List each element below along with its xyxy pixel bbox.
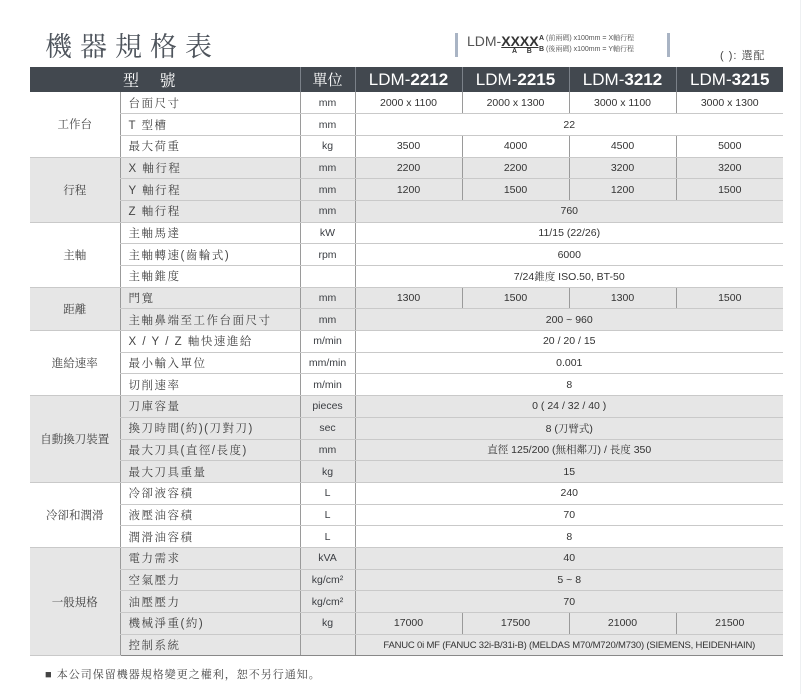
row-label: 最大刀具(直徑/長度) bbox=[120, 439, 300, 461]
row-unit: m/min bbox=[300, 374, 355, 396]
cell-value: 3000 x 1100 bbox=[569, 92, 676, 114]
table-row bbox=[30, 331, 783, 353]
group-label-general: 一般規格 bbox=[30, 547, 120, 655]
model-prefix: LDM- bbox=[690, 69, 732, 89]
cell-value-merged: 240 bbox=[355, 482, 783, 504]
header-model-2212 bbox=[355, 67, 462, 92]
cell-value-merged: 40 bbox=[355, 547, 783, 569]
table-header-row bbox=[30, 67, 783, 92]
row-unit: kg bbox=[300, 613, 355, 635]
row-label: 主軸馬達 bbox=[120, 222, 300, 244]
header-model-2215 bbox=[462, 67, 569, 92]
table-row bbox=[30, 374, 783, 396]
cell-value-merged: 20 / 20 / 15 bbox=[355, 331, 783, 353]
row-unit: mm bbox=[300, 309, 355, 331]
table-row bbox=[30, 309, 783, 331]
table-row bbox=[30, 396, 783, 418]
row-label: T 型槽 bbox=[120, 114, 300, 136]
legend-line-b bbox=[539, 44, 634, 55]
header-unit: 單位 bbox=[300, 67, 355, 92]
legend-text-b: (後兩碼) x100mm = Y軸行程 bbox=[546, 46, 634, 53]
row-unit: L bbox=[300, 526, 355, 548]
row-label: 控制系統 bbox=[120, 634, 300, 656]
cell-value-merged: 70 bbox=[355, 504, 783, 526]
row-unit: kg bbox=[300, 135, 355, 157]
row-unit: m/min bbox=[300, 331, 355, 353]
legend-line-a bbox=[539, 33, 634, 44]
row-label: 刀庫容量 bbox=[120, 396, 300, 418]
row-label: X / Y / Z 軸快速進給 bbox=[120, 331, 300, 353]
cell-value: 2200 bbox=[462, 157, 569, 179]
cell-value-merged: 5 ~ 8 bbox=[355, 569, 783, 591]
model-prefix: LDM- bbox=[475, 69, 518, 89]
cell-value-merged: 直徑 125/200 (無相鄰刀) / 長度 350 bbox=[355, 439, 783, 461]
cell-value: 1300 bbox=[355, 287, 462, 309]
row-unit: mm bbox=[300, 92, 355, 114]
cell-value: 1300 bbox=[569, 287, 676, 309]
cell-value-merged: 6000 bbox=[355, 244, 783, 266]
model-number: 2215 bbox=[517, 69, 556, 89]
table-row bbox=[30, 634, 783, 656]
cell-value-merged: 0 ( 24 / 32 / 40 ) bbox=[355, 396, 783, 418]
row-label: 電力需求 bbox=[120, 547, 300, 569]
cell-value-merged: 70 bbox=[355, 591, 783, 613]
page-title: 機器規格表 bbox=[45, 32, 220, 62]
header-group-cell bbox=[30, 67, 120, 92]
header-model-3215 bbox=[676, 67, 783, 92]
cell-value-merged: FANUC 0i MF (FANUC 32i-B/31i-B) (MELDAS M70/M720/M730) (SIEMENS, HEIDENHAIN) bbox=[355, 634, 783, 656]
model-number: 2212 bbox=[410, 69, 449, 89]
cell-value-merged: 22 bbox=[355, 114, 783, 136]
cell-value-merged: 7/24錐度 ISO.50, BT-50 bbox=[355, 266, 783, 288]
cell-value: 1500 bbox=[676, 179, 783, 201]
cell-value-merged: 15 bbox=[355, 461, 783, 483]
row-unit: mm bbox=[300, 179, 355, 201]
table-row bbox=[30, 179, 783, 201]
row-label: 潤滑油容積 bbox=[120, 526, 300, 548]
cell-value: 2000 x 1100 bbox=[355, 92, 462, 114]
row-label: 換刀時間(約)(刀對刀) bbox=[120, 417, 300, 439]
table-row bbox=[30, 547, 783, 569]
legend-divider-right bbox=[667, 33, 670, 57]
legend-model-code bbox=[467, 33, 539, 49]
legend-key-a: A bbox=[539, 35, 545, 42]
row-label: 油壓壓力 bbox=[120, 591, 300, 613]
table-row bbox=[30, 200, 783, 222]
table-row bbox=[30, 352, 783, 374]
table-row bbox=[30, 222, 783, 244]
table-row bbox=[30, 439, 783, 461]
cell-value: 1200 bbox=[355, 179, 462, 201]
row-unit: sec bbox=[300, 417, 355, 439]
model-number: 3212 bbox=[624, 69, 663, 89]
row-unit: mm bbox=[300, 157, 355, 179]
row-label: 冷卻液容積 bbox=[120, 482, 300, 504]
legend-divider-left bbox=[455, 33, 458, 57]
cell-value-merged: 8 bbox=[355, 374, 783, 396]
table-row bbox=[30, 92, 783, 114]
row-label: 機械淨重(約) bbox=[120, 613, 300, 635]
group-label-atc: 自動換刀裝置 bbox=[30, 396, 120, 483]
table-row bbox=[30, 244, 783, 266]
row-label: 最大刀具重量 bbox=[120, 461, 300, 483]
group-label-worktable: 工作台 bbox=[30, 92, 120, 157]
row-unit bbox=[300, 634, 355, 656]
group-label-travel: 行程 bbox=[30, 157, 120, 222]
model-code-legend bbox=[455, 30, 670, 60]
cell-value: 21000 bbox=[569, 613, 676, 635]
model-prefix: LDM- bbox=[368, 69, 411, 89]
row-label: Z 軸行程 bbox=[120, 200, 300, 222]
cell-value: 2000 x 1300 bbox=[462, 92, 569, 114]
table-row bbox=[30, 114, 783, 136]
legend-key-b: B bbox=[539, 46, 545, 53]
cell-value: 5000 bbox=[676, 135, 783, 157]
group-label-distance: 距離 bbox=[30, 287, 120, 330]
cell-value: 3500 bbox=[355, 135, 462, 157]
row-label: 空氣壓力 bbox=[120, 569, 300, 591]
cell-value: 3200 bbox=[676, 157, 783, 179]
header-model-3212 bbox=[569, 67, 676, 92]
row-unit: kg/cm² bbox=[300, 591, 355, 613]
cell-value-merged: 8 bbox=[355, 526, 783, 548]
legend-model-xxxx: XXXX bbox=[501, 33, 539, 49]
footnote: ■ 本公司保留機器規格變更之權利，恕不另行通知。 bbox=[45, 669, 321, 681]
cell-value-merged: 0.001 bbox=[355, 352, 783, 374]
row-label: 最大荷重 bbox=[120, 135, 300, 157]
spec-table bbox=[30, 67, 783, 656]
table-row bbox=[30, 266, 783, 288]
optional-note: ( ): 選配 bbox=[720, 50, 766, 62]
legend-explanation bbox=[539, 33, 634, 55]
cell-value-merged: 8 (刀臂式) bbox=[355, 417, 783, 439]
row-unit: mm bbox=[300, 439, 355, 461]
cell-value: 1500 bbox=[676, 287, 783, 309]
cell-value: 2200 bbox=[355, 157, 462, 179]
row-unit: mm bbox=[300, 287, 355, 309]
table-row bbox=[30, 504, 783, 526]
cell-value: 17500 bbox=[462, 613, 569, 635]
model-number: 3215 bbox=[731, 69, 770, 89]
header-model-label: 型 號 bbox=[120, 67, 300, 92]
row-unit: kW bbox=[300, 222, 355, 244]
row-label: 主軸鼻端至工作台面尺寸 bbox=[120, 309, 300, 331]
table-row bbox=[30, 591, 783, 613]
cell-value: 3000 x 1300 bbox=[676, 92, 783, 114]
row-unit: rpm bbox=[300, 244, 355, 266]
cell-value-merged: 200 ~ 960 bbox=[355, 309, 783, 331]
group-label-feed-rate: 進給速率 bbox=[30, 331, 120, 396]
row-label: 切削速率 bbox=[120, 374, 300, 396]
row-unit bbox=[300, 266, 355, 288]
row-unit: mm bbox=[300, 200, 355, 222]
row-unit: mm/min bbox=[300, 352, 355, 374]
cell-value: 1500 bbox=[462, 287, 569, 309]
table-row bbox=[30, 526, 783, 548]
row-label: 門寬 bbox=[120, 287, 300, 309]
legend-ab-labels: A B bbox=[512, 48, 532, 55]
cell-value: 4000 bbox=[462, 135, 569, 157]
row-label: Y 軸行程 bbox=[120, 179, 300, 201]
cell-value: 3200 bbox=[569, 157, 676, 179]
table-row bbox=[30, 613, 783, 635]
legend-model-prefix: LDM- bbox=[467, 33, 502, 49]
row-unit: L bbox=[300, 504, 355, 526]
table-row bbox=[30, 135, 783, 157]
group-label-cooling-lubrication: 冷卻和潤滑 bbox=[30, 482, 120, 547]
row-label: 最小輸入單位 bbox=[120, 352, 300, 374]
row-label: 主軸轉速(齒輪式) bbox=[120, 244, 300, 266]
row-unit: L bbox=[300, 482, 355, 504]
row-label: 主軸錐度 bbox=[120, 266, 300, 288]
table-row bbox=[30, 157, 783, 179]
table-row bbox=[30, 569, 783, 591]
group-label-spindle: 主軸 bbox=[30, 222, 120, 287]
row-unit: mm bbox=[300, 114, 355, 136]
cell-value-merged: 11/15 (22/26) bbox=[355, 222, 783, 244]
table-row bbox=[30, 417, 783, 439]
row-label: X 軸行程 bbox=[120, 157, 300, 179]
cell-value: 21500 bbox=[676, 613, 783, 635]
row-unit: pieces bbox=[300, 396, 355, 418]
cell-value-merged: 760 bbox=[355, 200, 783, 222]
row-label: 液壓油容積 bbox=[120, 504, 300, 526]
cell-value: 4500 bbox=[569, 135, 676, 157]
page-edge-divider bbox=[800, 0, 801, 694]
row-unit: kg/cm² bbox=[300, 569, 355, 591]
row-label: 台面尺寸 bbox=[120, 92, 300, 114]
row-unit: kVA bbox=[300, 547, 355, 569]
table-row bbox=[30, 482, 783, 504]
cell-value: 17000 bbox=[355, 613, 462, 635]
cell-value: 1500 bbox=[462, 179, 569, 201]
cell-value: 1200 bbox=[569, 179, 676, 201]
model-prefix: LDM- bbox=[582, 69, 625, 89]
row-unit: kg bbox=[300, 461, 355, 483]
legend-text-a: (前兩碼) x100mm = X軸行程 bbox=[546, 35, 635, 42]
table-row bbox=[30, 461, 783, 483]
table-row bbox=[30, 287, 783, 309]
